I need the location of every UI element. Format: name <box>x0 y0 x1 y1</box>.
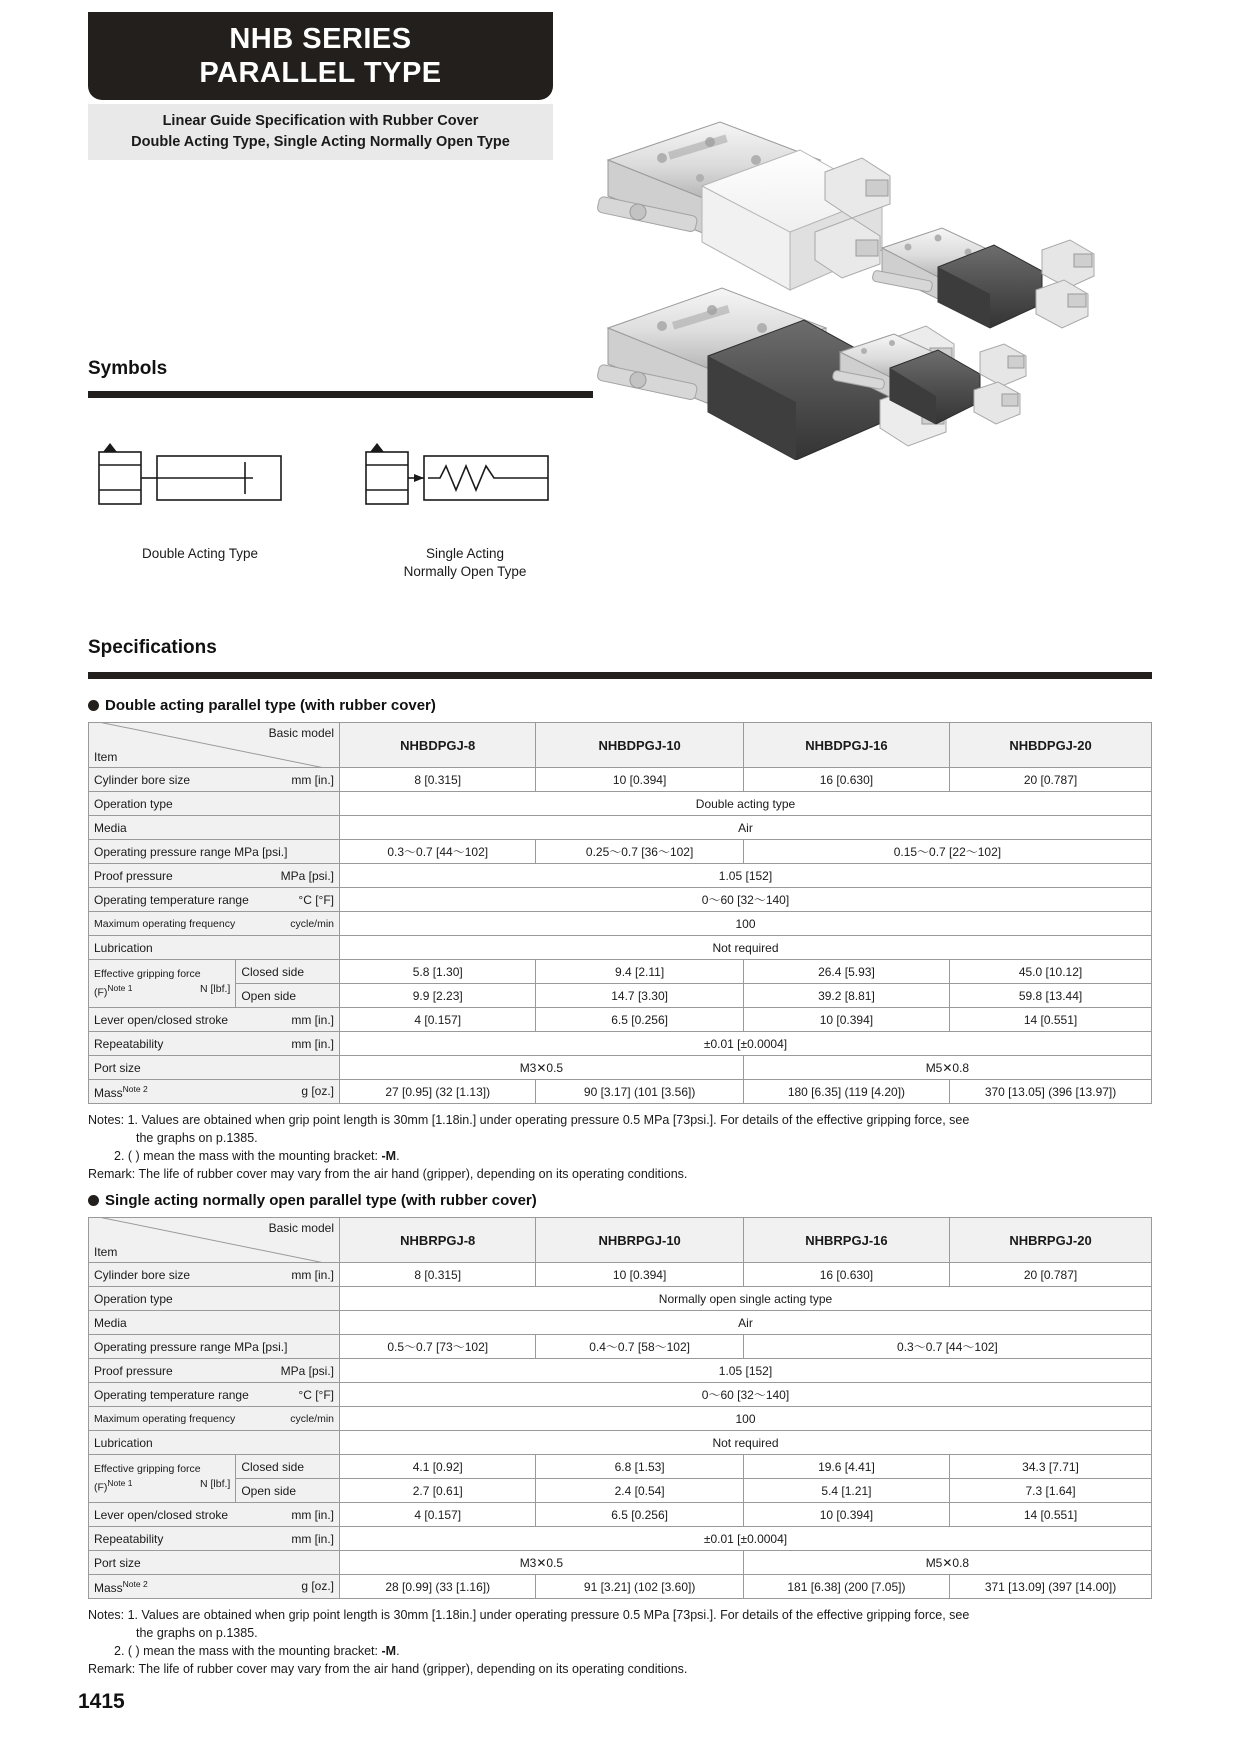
table-row <box>89 1383 1152 1407</box>
double-acting-spec-table <box>88 722 1152 1104</box>
table-row <box>89 1056 1152 1080</box>
gripping-force-note-ref: Note 1 <box>107 1478 133 1489</box>
table2-note-line2: the graphs on p.1385. <box>136 1626 258 1641</box>
cell: 10 [0.394] <box>743 1008 949 1032</box>
cell: 8 [0.315] <box>340 768 536 792</box>
table1-heading <box>88 697 436 714</box>
cell: ±0.01 [±0.0004] <box>340 1032 1152 1056</box>
cell: 0.15～0.7 [22～102] <box>743 840 1151 864</box>
cell: 180 [6.35] (119 [4.20]) <box>743 1080 949 1104</box>
table-row <box>89 1335 1152 1359</box>
cell: Not required <box>340 936 1152 960</box>
bullet-icon <box>88 700 99 711</box>
mass-note-ref: Note 2 <box>122 1083 148 1094</box>
row-label-text: Operating temperature range <box>94 892 249 907</box>
table-row <box>89 864 1152 888</box>
cell: 34.3 [7.71] <box>950 1455 1152 1479</box>
row-label-port-size <box>89 1056 340 1080</box>
cell: 0.3～0.7 [44～102] <box>340 840 536 864</box>
row-label-text: Lever open/closed stroke <box>94 1012 229 1027</box>
cell: 0.25～0.7 [36～102] <box>536 840 743 864</box>
row-label-lever-stroke <box>89 1503 340 1527</box>
table-row <box>89 1575 1152 1599</box>
row-label-text: Port size <box>94 1060 141 1075</box>
cell: Air <box>340 1311 1152 1335</box>
row-unit-text: g [oz.] <box>301 1578 334 1593</box>
cell: Normally open single acting type <box>340 1287 1152 1311</box>
page-title-block <box>88 12 553 100</box>
table-row <box>89 1032 1152 1056</box>
row-label-repeatability <box>89 1032 340 1056</box>
row-label-repeatability <box>89 1527 340 1551</box>
table2-item-label: Item <box>94 1245 118 1259</box>
table-row <box>89 840 1152 864</box>
table-row <box>89 984 1152 1008</box>
cell: 14.7 [3.30] <box>536 984 743 1008</box>
cell: 0.3～0.7 [44～102] <box>743 1335 1151 1359</box>
row-label-text: Proof pressure <box>94 1363 173 1378</box>
cell: 4.1 [0.92] <box>340 1455 536 1479</box>
table-row <box>89 1407 1152 1431</box>
gripping-force-note-ref: Note 1 <box>107 983 133 994</box>
row-label-mass <box>89 1575 340 1599</box>
row-unit-text: MPa [psi.] <box>280 1363 334 1378</box>
cell: M5✕0.8 <box>743 1056 1151 1080</box>
table-row <box>89 792 1152 816</box>
specifications-rule <box>88 672 1152 679</box>
gripping-force-unit: N [lbf.] <box>199 983 231 996</box>
row-label-text: Repeatability <box>94 1531 164 1546</box>
row-unit-text: mm [in.] <box>291 1036 334 1051</box>
symbol-single-acting-caption <box>345 545 585 581</box>
table2-notes <box>88 1606 1158 1679</box>
row-unit-text: mm [in.] <box>291 1012 334 1027</box>
cell: 14 [0.551] <box>950 1008 1152 1032</box>
row-label-text: Operation type <box>94 796 173 811</box>
table2-model-3: NHBRPGJ-20 <box>950 1218 1152 1263</box>
row-label-operating-temperature <box>89 1383 340 1407</box>
cell: Air <box>340 816 1152 840</box>
cell: 4 [0.157] <box>340 1503 536 1527</box>
cell: 0～60 [32～140] <box>340 888 1152 912</box>
cell: 6.5 [0.256] <box>536 1008 743 1032</box>
cell: 0.5～0.7 [73～102] <box>340 1335 536 1359</box>
cell: 7.3 [1.64] <box>950 1479 1152 1503</box>
row-label-lubrication <box>89 1431 340 1455</box>
cell: 27 [0.95] (32 [1.13]) <box>340 1080 536 1104</box>
table1-model-0: NHBDPGJ-8 <box>340 723 536 768</box>
row-unit-text: mm [in.] <box>291 772 334 787</box>
cell: 100 <box>340 1407 1152 1431</box>
table-row <box>89 1359 1152 1383</box>
bullet-icon <box>88 1195 99 1206</box>
table-header-row <box>89 723 1152 768</box>
row-label-operating-temperature <box>89 888 340 912</box>
table2-note-line1: Notes: 1. Values are obtained when grip point length is 30mm [1.18in.] under operating pressure 0.5 MPa [73psi.]. For details of the effective gripping force, see <box>88 1608 970 1622</box>
cell: Double acting type <box>340 792 1152 816</box>
symbol-single-acting-caption-line2: Normally Open Type <box>403 564 527 580</box>
row-label-text: Mass <box>94 1580 123 1595</box>
row-label-cylinder-bore <box>89 768 340 792</box>
symbol-double-acting <box>95 440 295 530</box>
table-row <box>89 1503 1152 1527</box>
row-label-text: Lubrication <box>94 1435 153 1450</box>
product-photo-group <box>590 100 1210 460</box>
table1-corner-cell <box>89 723 340 768</box>
table2-basic-model-label: Basic model <box>268 1221 334 1235</box>
table-row <box>89 816 1152 840</box>
row-unit-text: mm [in.] <box>291 1267 334 1282</box>
row-unit-text: MPa [psi.] <box>280 868 334 883</box>
cell: 10 [0.394] <box>536 768 743 792</box>
table-row <box>89 1479 1152 1503</box>
cell: 90 [3.17] (101 [3.56]) <box>536 1080 743 1104</box>
table-row <box>89 960 1152 984</box>
row-sublabel-open-side: Open side <box>236 984 340 1008</box>
page-subtitle-line1: Linear Guide Specification with Rubber Cover <box>162 112 479 129</box>
row-label-operation-type <box>89 792 340 816</box>
page-number: 1415 <box>78 1690 125 1713</box>
cell: 6.5 [0.256] <box>536 1503 743 1527</box>
cell: 370 [13.05] (396 [13.97]) <box>950 1080 1152 1104</box>
row-unit-text: mm [in.] <box>291 1531 334 1546</box>
row-label-text: Operation type <box>94 1291 173 1306</box>
table2-note-line3: 2. ( ) mean the mass with the mounting bracket: -M. <box>114 1644 400 1659</box>
cell: M5✕0.8 <box>743 1551 1151 1575</box>
table-row <box>89 1008 1152 1032</box>
cell: ±0.01 [±0.0004] <box>340 1527 1152 1551</box>
row-label-mass <box>89 1080 340 1104</box>
row-label-proof-pressure <box>89 1359 340 1383</box>
row-unit-text: cycle/min <box>290 917 334 930</box>
row-unit-text: g [oz.] <box>301 1083 334 1098</box>
cell: 9.4 [2.11] <box>536 960 743 984</box>
table1-notes <box>88 1111 1158 1184</box>
row-label-text: Maximum operating frequency <box>94 1412 236 1425</box>
cell: 20 [0.787] <box>950 768 1152 792</box>
table1-model-2: NHBDPGJ-16 <box>743 723 949 768</box>
cell: 16 [0.630] <box>743 768 949 792</box>
row-label-text: Port size <box>94 1555 141 1570</box>
cell: 28 [0.99] (33 [1.16]) <box>340 1575 536 1599</box>
table-row <box>89 888 1152 912</box>
row-label-text: Cylinder bore size <box>94 772 191 787</box>
cell: 371 [13.09] (397 [14.00]) <box>950 1575 1152 1599</box>
table2-heading <box>88 1192 537 1209</box>
table1-basic-model-label: Basic model <box>268 726 334 740</box>
cell: 8 [0.315] <box>340 1263 536 1287</box>
table-row <box>89 1287 1152 1311</box>
gripping-force-unit: N [lbf.] <box>199 1478 231 1491</box>
row-label-lever-stroke <box>89 1008 340 1032</box>
row-unit-text: °C [°F] <box>298 1387 334 1402</box>
row-label-media <box>89 816 340 840</box>
cell: 1.05 [152] <box>340 864 1152 888</box>
table-row <box>89 1455 1152 1479</box>
cell: 4 [0.157] <box>340 1008 536 1032</box>
symbol-single-acting <box>362 440 562 530</box>
row-label-text: Repeatability <box>94 1036 164 1051</box>
row-label-media <box>89 1311 340 1335</box>
table-header-row <box>89 1218 1152 1263</box>
mass-note-ref: Note 2 <box>122 1578 148 1589</box>
row-sublabel-closed-side: Closed side <box>236 960 340 984</box>
cell: 5.4 [1.21] <box>743 1479 949 1503</box>
row-label-text: Operating pressure range MPa [psi.] <box>94 844 288 859</box>
table2-model-1: NHBRPGJ-10 <box>536 1218 743 1263</box>
table-row <box>89 768 1152 792</box>
table2-corner-cell <box>89 1218 340 1263</box>
cell: 6.8 [1.53] <box>536 1455 743 1479</box>
cell: 91 [3.21] (102 [3.60]) <box>536 1575 743 1599</box>
cell: 39.2 [8.81] <box>743 984 949 1008</box>
row-label-text: Media <box>94 820 127 835</box>
cell: 0.4～0.7 [58～102] <box>536 1335 743 1359</box>
row-sublabel-closed-side: Closed side <box>236 1455 340 1479</box>
page-title-line2: PARALLEL TYPE <box>199 57 442 89</box>
cell: 19.6 [4.41] <box>743 1455 949 1479</box>
table2-note-line4: Remark: The life of rubber cover may vary from the air hand (gripper), depending on its operating conditions. <box>88 1662 688 1677</box>
table-row <box>89 936 1152 960</box>
table1-model-1: NHBDPGJ-10 <box>536 723 743 768</box>
row-unit-text: °C [°F] <box>298 892 334 907</box>
row-unit-text: mm [in.] <box>291 1507 334 1522</box>
table1-note-line2: the graphs on p.1385. <box>136 1131 258 1146</box>
symbols-rule <box>88 391 593 398</box>
row-label-text: Operating pressure range MPa [psi.] <box>94 1339 288 1354</box>
specifications-heading: Specifications <box>88 637 217 658</box>
gripping-force-symbol: (F) <box>94 986 108 999</box>
row-label-text: Cylinder bore size <box>94 1267 191 1282</box>
cell: 26.4 [5.93] <box>743 960 949 984</box>
table-row <box>89 1263 1152 1287</box>
table2-model-2: NHBRPGJ-16 <box>743 1218 949 1263</box>
row-label-gripping-force <box>89 960 236 1008</box>
table-row <box>89 1551 1152 1575</box>
row-label-text: Proof pressure <box>94 868 173 883</box>
cell: 1.05 [152] <box>340 1359 1152 1383</box>
row-label-text: Lever open/closed stroke <box>94 1507 229 1522</box>
cell: 10 [0.394] <box>536 1263 743 1287</box>
gripping-force-label: Effective gripping force <box>94 1463 201 1476</box>
symbol-single-acting-caption-line1: Single Acting <box>425 546 505 561</box>
row-label-cylinder-bore <box>89 1263 340 1287</box>
page-subtitle-block <box>88 104 553 160</box>
single-acting-spec-table <box>88 1217 1152 1599</box>
cell: 5.8 [1.30] <box>340 960 536 984</box>
cell: 2.4 [0.54] <box>536 1479 743 1503</box>
row-label-text: Lubrication <box>94 940 153 955</box>
row-label-max-frequency <box>89 1407 340 1431</box>
page-title-line1: NHB SERIES <box>229 22 412 55</box>
symbols-heading: Symbols <box>88 358 168 379</box>
table1-note-line3: 2. ( ) mean the mass with the mounting bracket: -M. <box>114 1149 400 1164</box>
row-label-text: Operating temperature range <box>94 1387 249 1402</box>
cell: 59.8 [13.44] <box>950 984 1152 1008</box>
row-label-operation-type <box>89 1287 340 1311</box>
row-label-port-size <box>89 1551 340 1575</box>
gripping-force-label: Effective gripping force <box>94 968 201 981</box>
table2-heading-text: Single acting normally open parallel type (with rubber cover) <box>105 1192 537 1209</box>
row-label-operating-pressure <box>89 1335 340 1359</box>
row-label-max-frequency <box>89 912 340 936</box>
table-row <box>89 1311 1152 1335</box>
table-row <box>89 1527 1152 1551</box>
row-unit-text: cycle/min <box>290 1412 334 1425</box>
cell: 16 [0.630] <box>743 1263 949 1287</box>
cell: Not required <box>340 1431 1152 1455</box>
cell: 9.9 [2.23] <box>340 984 536 1008</box>
cell: M3✕0.5 <box>340 1551 744 1575</box>
row-label-text: Media <box>94 1315 127 1330</box>
row-label-text: Maximum operating frequency <box>94 917 236 930</box>
cell: M3✕0.5 <box>340 1056 744 1080</box>
row-label-text: Mass <box>94 1085 123 1100</box>
table-row <box>89 1431 1152 1455</box>
table2-model-0: NHBRPGJ-8 <box>340 1218 536 1263</box>
symbol-double-acting-caption: Double Acting Type <box>141 546 259 561</box>
table1-note-line1: Notes: 1. Values are obtained when grip point length is 30mm [1.18in.] under operating pressure 0.5 MPa [73psi.]. For details of the effective gripping force, see <box>88 1113 970 1127</box>
cell: 100 <box>340 912 1152 936</box>
row-label-lubrication <box>89 936 340 960</box>
cell: 2.7 [0.61] <box>340 1479 536 1503</box>
cell: 45.0 [10.12] <box>950 960 1152 984</box>
table1-item-label: Item <box>94 750 118 764</box>
table-row <box>89 912 1152 936</box>
table1-note-line4: Remark: The life of rubber cover may vary from the air hand (gripper), depending on its operating conditions. <box>88 1167 688 1182</box>
row-sublabel-open-side: Open side <box>236 1479 340 1503</box>
row-label-operating-pressure <box>89 840 340 864</box>
product-photo-illustration <box>590 100 1210 460</box>
row-label-proof-pressure <box>89 864 340 888</box>
cell: 20 [0.787] <box>950 1263 1152 1287</box>
cell: 14 [0.551] <box>950 1503 1152 1527</box>
table1-heading-text: Double acting parallel type (with rubber cover) <box>105 697 436 714</box>
gripping-force-symbol: (F) <box>94 1481 108 1494</box>
cell: 0～60 [32～140] <box>340 1383 1152 1407</box>
row-label-gripping-force <box>89 1455 236 1503</box>
cell: 181 [6.38] (200 [7.05]) <box>743 1575 949 1599</box>
page-subtitle-line2: Double Acting Type, Single Acting Normally Open Type <box>131 134 510 150</box>
table-row <box>89 1080 1152 1104</box>
table1-model-3: NHBDPGJ-20 <box>950 723 1152 768</box>
cell: 10 [0.394] <box>743 1503 949 1527</box>
